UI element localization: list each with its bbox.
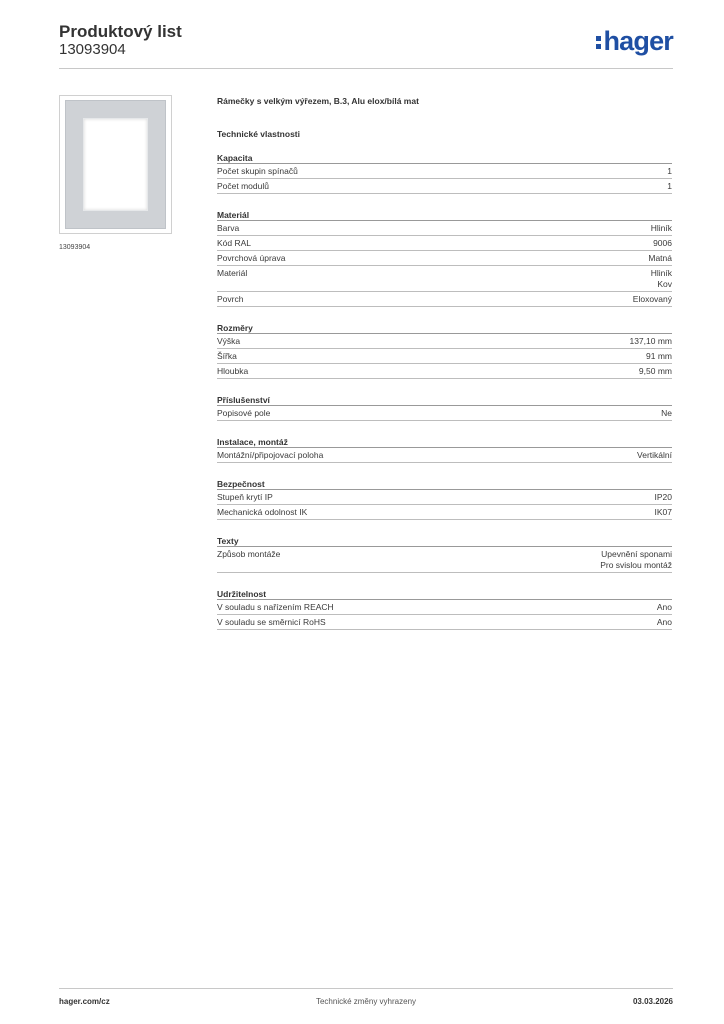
property-value-line: Kov (657, 279, 672, 289)
property-value-line: Hliník (650, 223, 672, 233)
property-row (217, 406, 672, 421)
property-value (600, 549, 672, 571)
property-row (217, 615, 672, 630)
property-value (637, 450, 672, 461)
logo-dots-icon (596, 33, 601, 51)
property-row (217, 164, 672, 179)
page-header (59, 22, 673, 68)
property-row (217, 490, 672, 505)
property-value-line: Matná (648, 253, 672, 263)
property-label: Materiál (217, 268, 248, 278)
property-label: Způsob montáže (217, 549, 281, 559)
section-title: Materiál (217, 209, 672, 221)
property-row (217, 448, 672, 463)
header-divider (59, 68, 673, 69)
property-value-line: Pro svislou montáž (600, 560, 672, 570)
property-row (217, 505, 672, 520)
property-row (217, 221, 672, 236)
property-value (657, 617, 672, 628)
section-title: Kapacita (217, 152, 672, 164)
property-label: Stupeň krytí IP (217, 492, 273, 502)
section-title: Rozměry (217, 322, 672, 334)
logo-text: hager (603, 26, 673, 56)
footer-divider (59, 988, 673, 989)
property-section (217, 535, 672, 573)
property-value (629, 336, 672, 347)
property-value (633, 294, 672, 305)
property-label: V souladu s nařízením REACH (217, 602, 334, 612)
property-section (217, 394, 672, 421)
property-section (217, 152, 672, 194)
property-value-line: Upevnění sponami (601, 549, 672, 559)
section-title: Udržitelnost (217, 588, 672, 600)
property-section (217, 588, 672, 630)
property-value (651, 268, 672, 290)
property-label: Kód RAL (217, 238, 252, 248)
property-label: Počet modulů (217, 181, 269, 191)
property-value-line: 1 (667, 166, 672, 176)
property-label: V souladu se směrnicí RoHS (217, 617, 326, 627)
property-label: Počet skupin spínačů (217, 166, 298, 176)
property-value-line: Vertikální (637, 450, 672, 460)
technical-properties-heading: Technické vlastnosti (217, 129, 300, 139)
property-value-line: 91 mm (646, 351, 672, 361)
property-row (217, 236, 672, 251)
section-title: Bezpečnost (217, 478, 672, 490)
section-title: Příslušenství (217, 394, 672, 406)
frame-illustration (65, 100, 166, 229)
property-label: Hloubka (217, 366, 249, 376)
property-label: Šířka (217, 351, 237, 361)
property-label: Montážní/připojovací poloha (217, 450, 324, 460)
property-row (217, 179, 672, 194)
footer-disclaimer: Technické změny vyhrazeny (315, 997, 417, 1006)
property-value-line: IP20 (654, 492, 672, 502)
property-value-line: 9006 (653, 238, 672, 248)
property-value (648, 253, 672, 264)
property-section (217, 478, 672, 520)
property-value-line: Hliník (650, 268, 672, 278)
property-value (655, 507, 673, 518)
property-value-line: Ano (656, 602, 672, 612)
property-value-line: 1 (667, 181, 672, 191)
property-sections (217, 152, 672, 630)
product-details (217, 95, 672, 630)
property-label: Výška (217, 336, 241, 346)
property-value (657, 602, 672, 613)
property-section (217, 209, 672, 307)
property-label: Popisové pole (217, 408, 271, 418)
property-row (217, 292, 672, 307)
section-title: Instalace, montáž (217, 436, 672, 448)
frame-cutout (83, 118, 148, 211)
property-value (653, 238, 672, 249)
property-row (217, 364, 672, 379)
property-value (646, 351, 672, 362)
property-label: Povrch (217, 294, 244, 304)
property-section (217, 322, 672, 379)
footer-website: hager.com/cz (59, 997, 110, 1006)
footer-date: 03.03.2026 (632, 997, 673, 1006)
property-value (667, 181, 672, 192)
document-title: Produktový list (59, 22, 182, 41)
page-footer (59, 997, 673, 1009)
property-row (217, 334, 672, 349)
property-row (217, 266, 672, 292)
property-value-line: 9,50 mm (638, 366, 672, 376)
property-label: Barva (217, 223, 240, 233)
product-image (59, 95, 172, 234)
product-title: Rámečky s velkým výřezem, B.3, Alu elox/bílá mat (217, 96, 419, 106)
property-value-line: IK07 (654, 507, 672, 517)
property-value-line: Ano (656, 617, 672, 627)
property-row (217, 600, 672, 615)
property-label: Mechanická odolnost IK (217, 507, 308, 517)
property-row (217, 251, 672, 266)
document-number: 13093904 (59, 41, 126, 58)
property-section (217, 436, 672, 463)
section-title: Texty (217, 535, 672, 547)
property-value (639, 366, 672, 377)
property-value (661, 408, 672, 419)
property-value-line: 137,10 mm (629, 336, 672, 346)
property-value-line: Ne (661, 408, 672, 418)
property-value (655, 492, 673, 503)
property-label: Povrchová úprava (217, 253, 286, 263)
hager-logo (596, 26, 673, 56)
property-value-line: Eloxovaný (632, 294, 672, 304)
property-value (651, 223, 672, 234)
property-value (667, 166, 672, 177)
property-row (217, 349, 672, 364)
product-image-caption: 13093904 (59, 244, 91, 251)
property-row (217, 547, 672, 573)
